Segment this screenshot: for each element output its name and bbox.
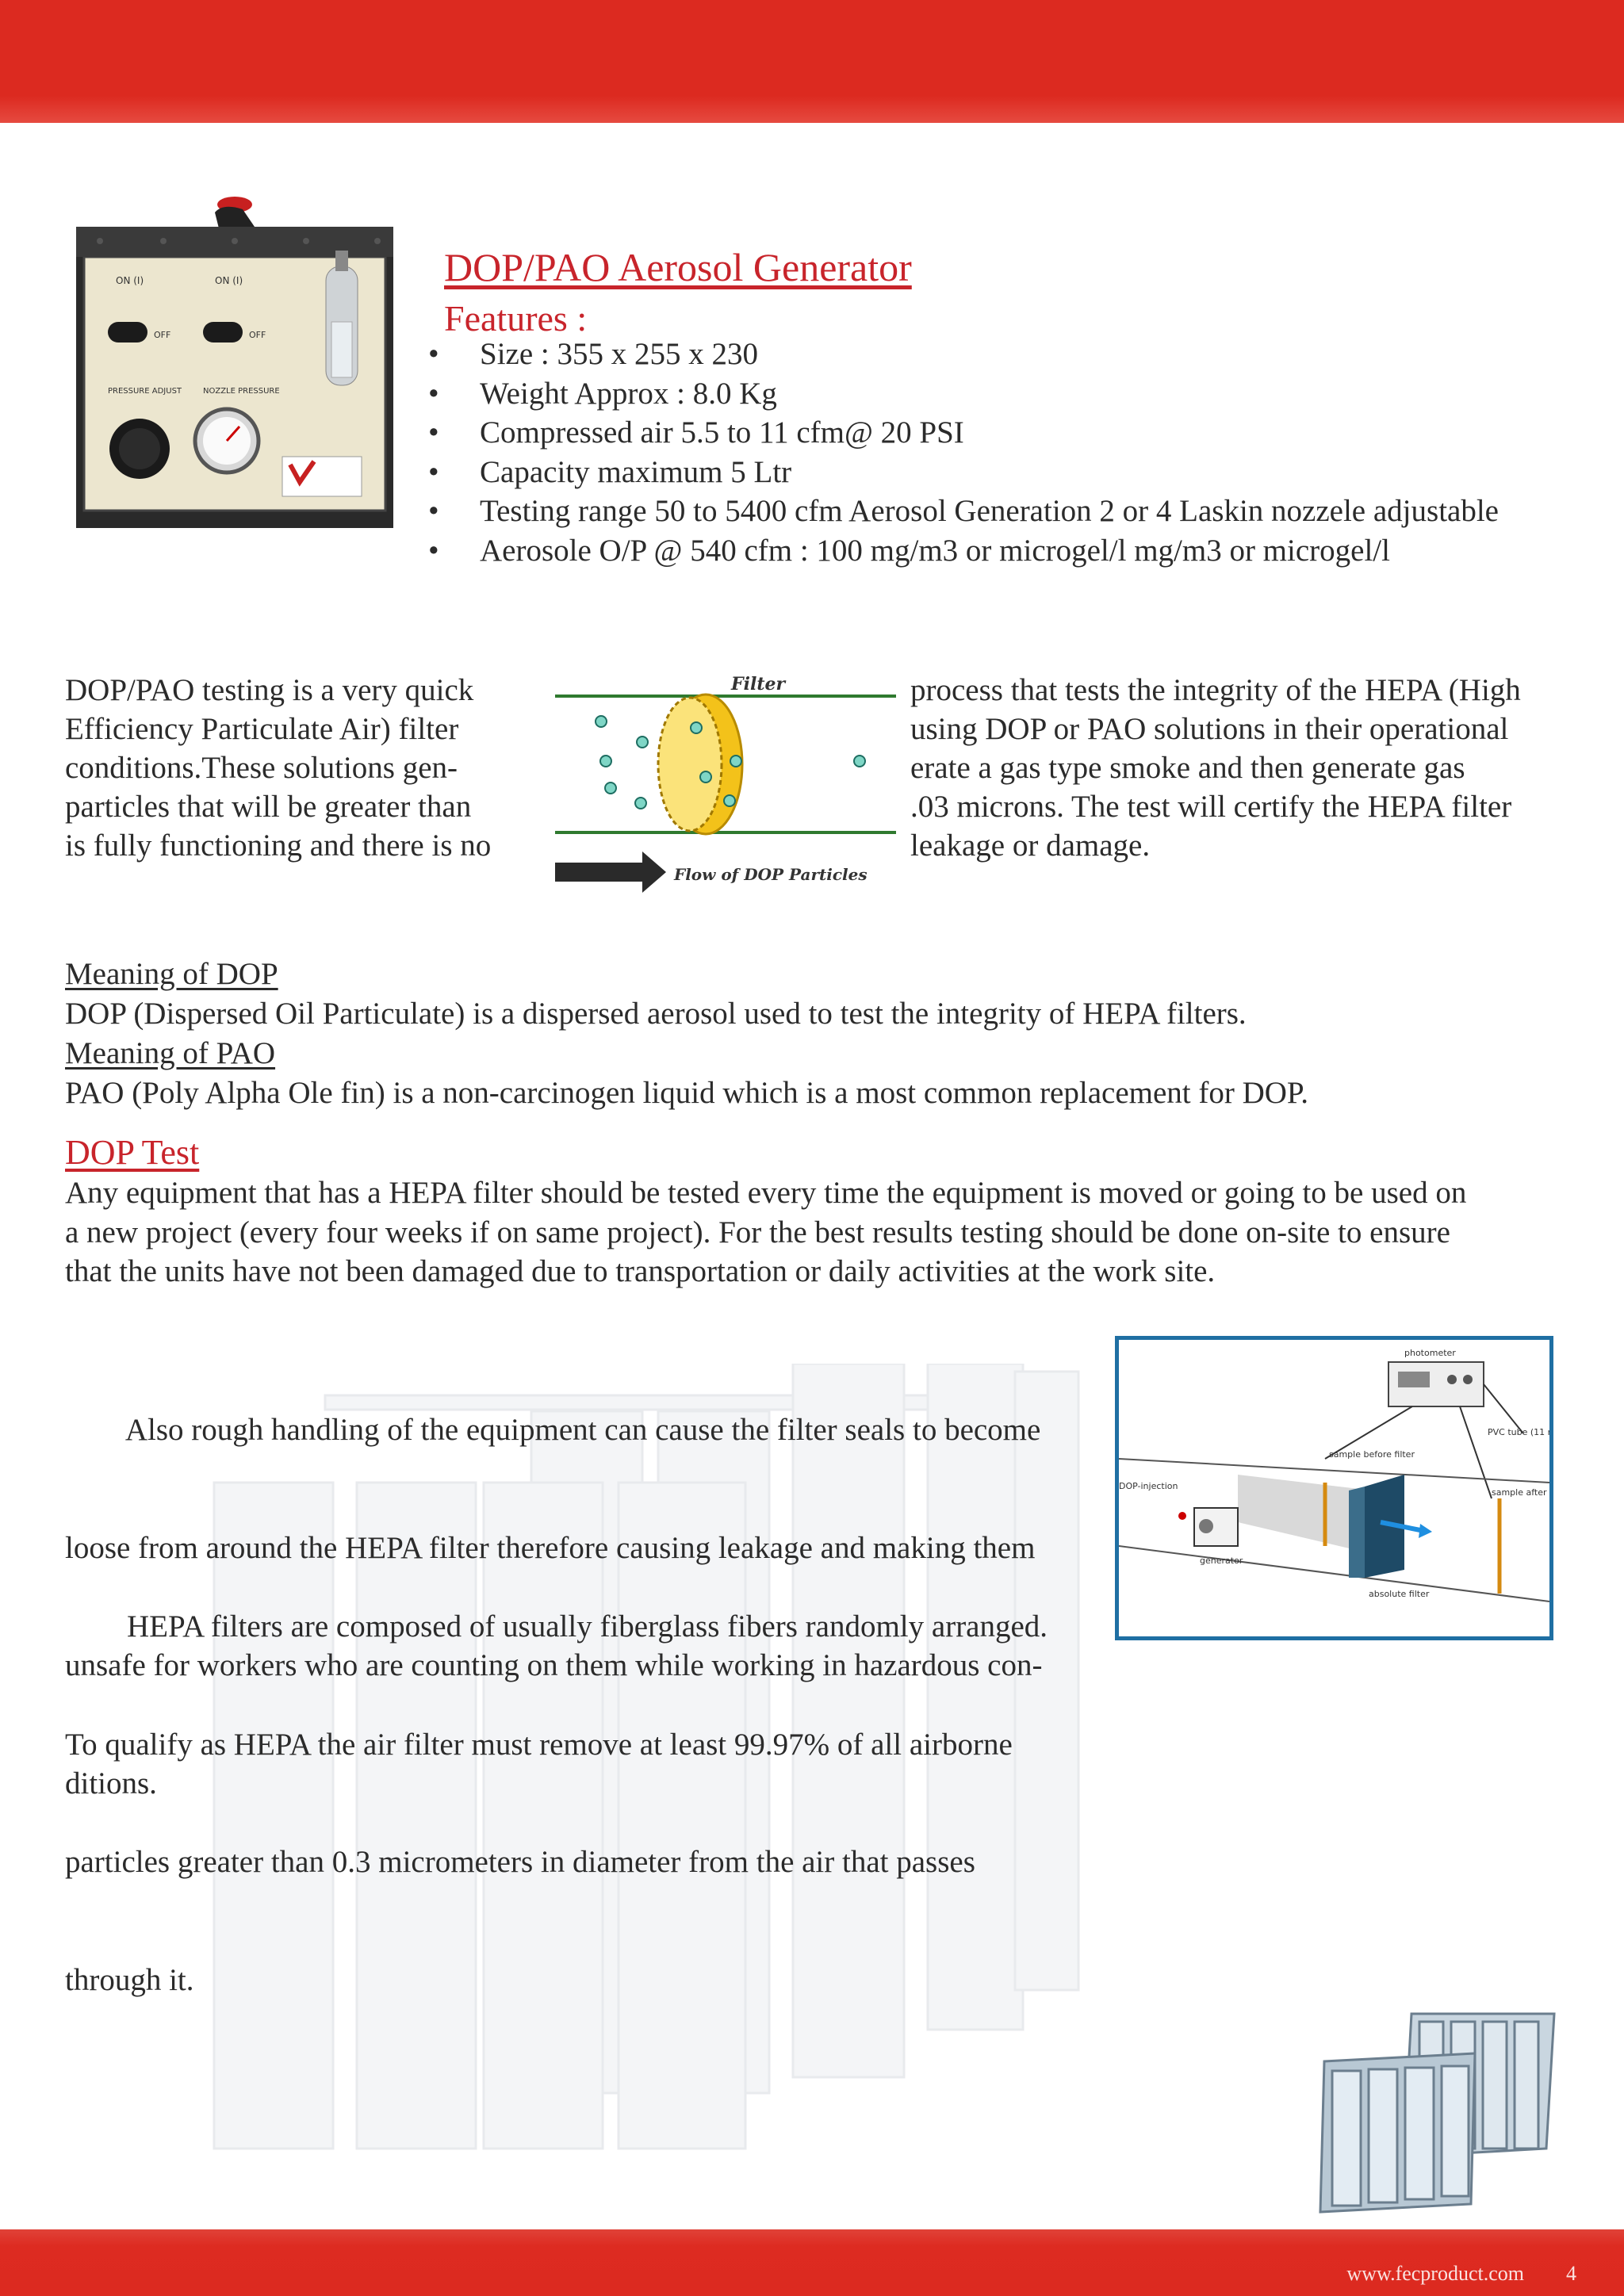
meaning-pao-heading: Meaning of PAO	[65, 1036, 276, 1070]
feature-item: • Weight Approx : 8.0 Kg	[420, 374, 1499, 414]
intro-right-column: process that tests the integrity of the HEPA (High using DOP or PAO solutions in their operational erate a gas type smoke and then generate gas .03 microns. The test will certify the HEPA filter leakage or damage.	[910, 673, 1521, 863]
dop-test-paragraph-3: HEPA filters are composed of usually fiberglass fibers randomly arranged. To qualify as HEPA the air filter must remove at least 99.97% of all airborne particles greater than 0.3 micrometers in diameter from the air that passes through it.	[65, 1609, 1048, 1997]
dop-test-setup-diagram	[1115, 1336, 1553, 1640]
footer-url: www.fecproduct.com	[1346, 2262, 1524, 2285]
svg-text:PVC tube (11 n: PVC tube (11 n	[1488, 1427, 1549, 1437]
meaning-pao-text: PAO (Poly Alpha Ole fin) is a non-carcinogen liquid which is a most common replacement for DOP.	[65, 1076, 1309, 1110]
feature-item: • Compressed air 5.5 to 11 cfm@ 20 PSI	[420, 413, 1499, 453]
svg-text:Filter: Filter	[731, 674, 786, 695]
page-number: 4	[1566, 2262, 1576, 2285]
svg-text:ON (I): ON (I)	[215, 275, 243, 286]
product-title: DOP/PAO Aerosol Generator	[444, 245, 912, 289]
svg-text:sample after fi: sample after fi	[1492, 1487, 1549, 1498]
bullet: •	[428, 376, 439, 411]
svg-text:absolute filter: absolute filter	[1369, 1589, 1430, 1599]
svg-text:OFF: OFF	[249, 330, 266, 340]
bullet: •	[428, 494, 439, 528]
svg-text:DOP-injection: DOP-injection	[1119, 1481, 1178, 1491]
meaning-dop-heading: Meaning of DOP	[65, 957, 278, 991]
svg-text:photometer: photometer	[1404, 1348, 1456, 1358]
svg-text:sample before filter: sample before filter	[1329, 1449, 1415, 1460]
svg-text:NOZZLE PRESSURE: NOZZLE PRESSURE	[203, 387, 280, 396]
bullet: •	[428, 337, 439, 371]
header-band	[0, 0, 1624, 123]
filter-flow-diagram	[547, 664, 904, 902]
svg-text:PRESSURE ADJUST: PRESSURE ADJUST	[108, 387, 182, 396]
bullet: •	[428, 454, 439, 489]
pocket-filter-image	[1308, 1998, 1562, 2228]
feature-item: • Capacity maximum 5 Ltr	[420, 453, 1499, 492]
bullet: •	[428, 415, 439, 450]
meaning-dop-text: DOP (Dispersed Oil Particulate) is a dispersed aerosol used to test the integrity of HEPA filters.	[65, 997, 1247, 1031]
svg-text:generator: generator	[1200, 1556, 1243, 1566]
dop-test-paragraph-2: Also rough handling of the equipment can cause the filter seals to become loose from around the HEPA filter therefore causing leakage and making them unsafe for workers who are counting on them while working in hazardous con- ditions.	[65, 1413, 1043, 1800]
feature-item: • Aerosole O/P @ 540 cfm : 100 mg/m3 or microgel/l mg/m3 or microgel/l	[420, 531, 1499, 571]
dop-test-heading: DOP Test	[65, 1133, 200, 1172]
svg-text:ON (I): ON (I)	[116, 275, 144, 286]
aerosol-generator-image	[68, 195, 409, 544]
intro-left-column: DOP/PAO testing is a very quick Efficiency Particulate Air) filter conditions.These solutions gen- particles that will be greater than is fully functioning and there is no	[65, 673, 492, 863]
feature-item: • Size : 355 x 255 x 230	[420, 335, 1499, 374]
features-label: Features :	[444, 298, 588, 339]
bullet: •	[428, 533, 439, 568]
feature-item: • Testing range 50 to 5400 cfm Aerosol Generation 2 or 4 Laskin nozzele adjustable	[420, 492, 1499, 531]
svg-text:OFF: OFF	[154, 330, 171, 340]
features-list	[420, 335, 1499, 570]
dop-test-setup-drawing	[1119, 1340, 1549, 1636]
svg-text:Flow of DOP Particles: Flow of DOP Particles	[674, 865, 868, 884]
dop-test-paragraph-1: Any equipment that has a HEPA filter should be tested every time the equipment is moved or going to be used on a new project (every four weeks if on same project). For the best results testing should be done on-site to ensure that the units have not been damaged due to transportation or daily activities at the work site.	[65, 1176, 1467, 1288]
